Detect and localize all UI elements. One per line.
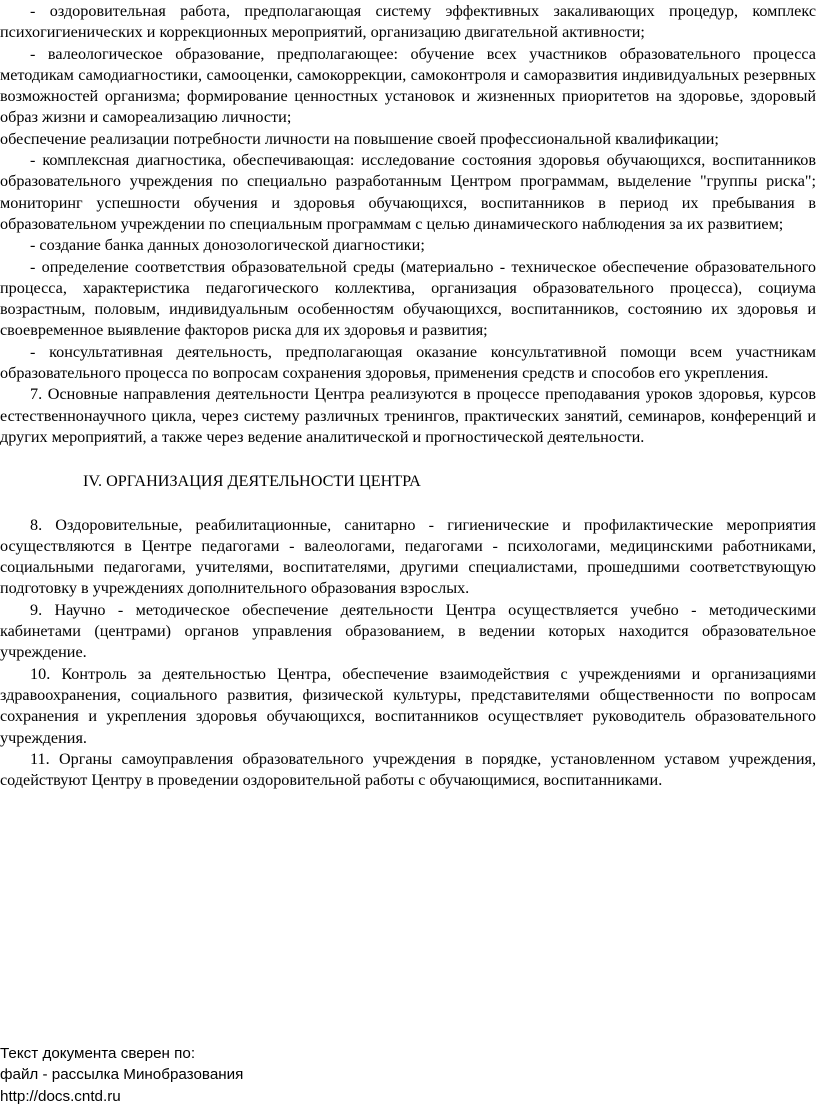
paragraph-complex-diagnostics: - комплексная диагностика, обеспечивающая: исследование состояния здоровья обучающихся, воспитанников образовательного учреждения по специально разработанным Центром программам, выделение "группы риска"; мониторинг успешности обучения и здоровья обучающихся, воспитанников в период их пребывания в образовательном учреждении по специальным программам с целью динамического наблюдения за их развитием;: [0, 151, 816, 233]
paragraph-item-11: 11. Органы самоуправления образовательного учреждения в порядке, установленном уставом учреждения, содействуют Центру в проведении оздоровительной работы с обучающимися, воспитанниками.: [0, 749, 816, 790]
paragraph-item-8: 8. Оздоровительные, реабилитационные, санитарно - гигиенические и профилактические мероприятия осуществляются в Центре педагогами - валеологами, педагогами - психологами, медицинскими работниками, социальными педагогами, учителями, воспитателями, другими специалистами, прошедшими соответствующую подготовку в учреждениях дополнительного образования взрослых.: [0, 515, 816, 598]
paragraph-data-bank: - создание банка данных донозологической диагностики;: [30, 236, 425, 255]
footer-source: файл - рассылка Минобразования: [0, 1066, 244, 1084]
footer-verified-label: Текст документа сверен по:: [0, 1045, 196, 1062]
paragraph-item-7: 7. Основные направления деятельности Центра реализуются в процессе преподавания уроков здоровья, курсов естественнонаучного цикла, через систему различных тренингов, практических занятий, семинаров, конференций и других мероприятий, а также через ведение аналитической и прогностической деятельности.: [0, 385, 816, 446]
footer-url: http://docs.cntd.ru: [0, 1087, 121, 1105]
paragraph-item-9: 9. Научно - методическое обеспечение деятельности Центра осуществляется учебно - методическими кабинетами (центрами) органов управления образованием, в ведении которых находится образовательное учреждение.: [0, 600, 816, 662]
document-footer: [0, 1043, 816, 1107]
section-heading: IV. ОРГАНИЗАЦИЯ ДЕЯТЕЛЬНОСТИ ЦЕНТРА: [83, 472, 421, 491]
paragraph-health-work: - оздоровительная работа, предполагающая систему эффективных закаливающих процедур, комплекс психогигиенических и коррекционных мероприятий, организацию двигательной активности;: [0, 2, 816, 42]
paragraph-consulting: - консультативная деятельность, предполагающая оказание консультативной помощи всем участникам образовательного процесса по вопросам сохранения здоровья, применения средств и способов его укрепления.: [0, 342, 816, 383]
paragraph-item-10: 10. Контроль за деятельностью Центра, обеспечение взаимодействия с учреждениями и организациями здравоохранения, социального развития, физической культуры, представителями общественности по вопросам сохранения и укрепления здоровья обучающихся, воспитанников осуществляет руководитель образовательного учреждения.: [0, 664, 816, 747]
document-body: [0, 1, 816, 791]
paragraph-environment-assessment: - определение соответствия образовательной среды (материально - техническое обеспечение образовательного процесса, характеристика педагогического коллектива, организация образовательного процесса), социума возрастным, половым, индивидуальным особенностям обучающихся, воспитанников, состоянию их здоровья и своевременное выявление факторов риска для их здоровья и развития;: [0, 257, 816, 340]
paragraph-valeology-education: - валеологическое образование, предполагающее: обучение всех участников образовательного процесса методикам самодиагностики, самооценки, самокоррекции, самоконтроля и саморазвития индивидуальных резервных возможностей организма; формирование ценностных установок и жизненных приоритетов на здоровье, здоровый образ жизни и самореализацию личности;: [0, 44, 816, 127]
paragraph-qualification: обеспечение реализации потребности личности на повышение своей профессиональной квалификации;: [0, 129, 719, 148]
